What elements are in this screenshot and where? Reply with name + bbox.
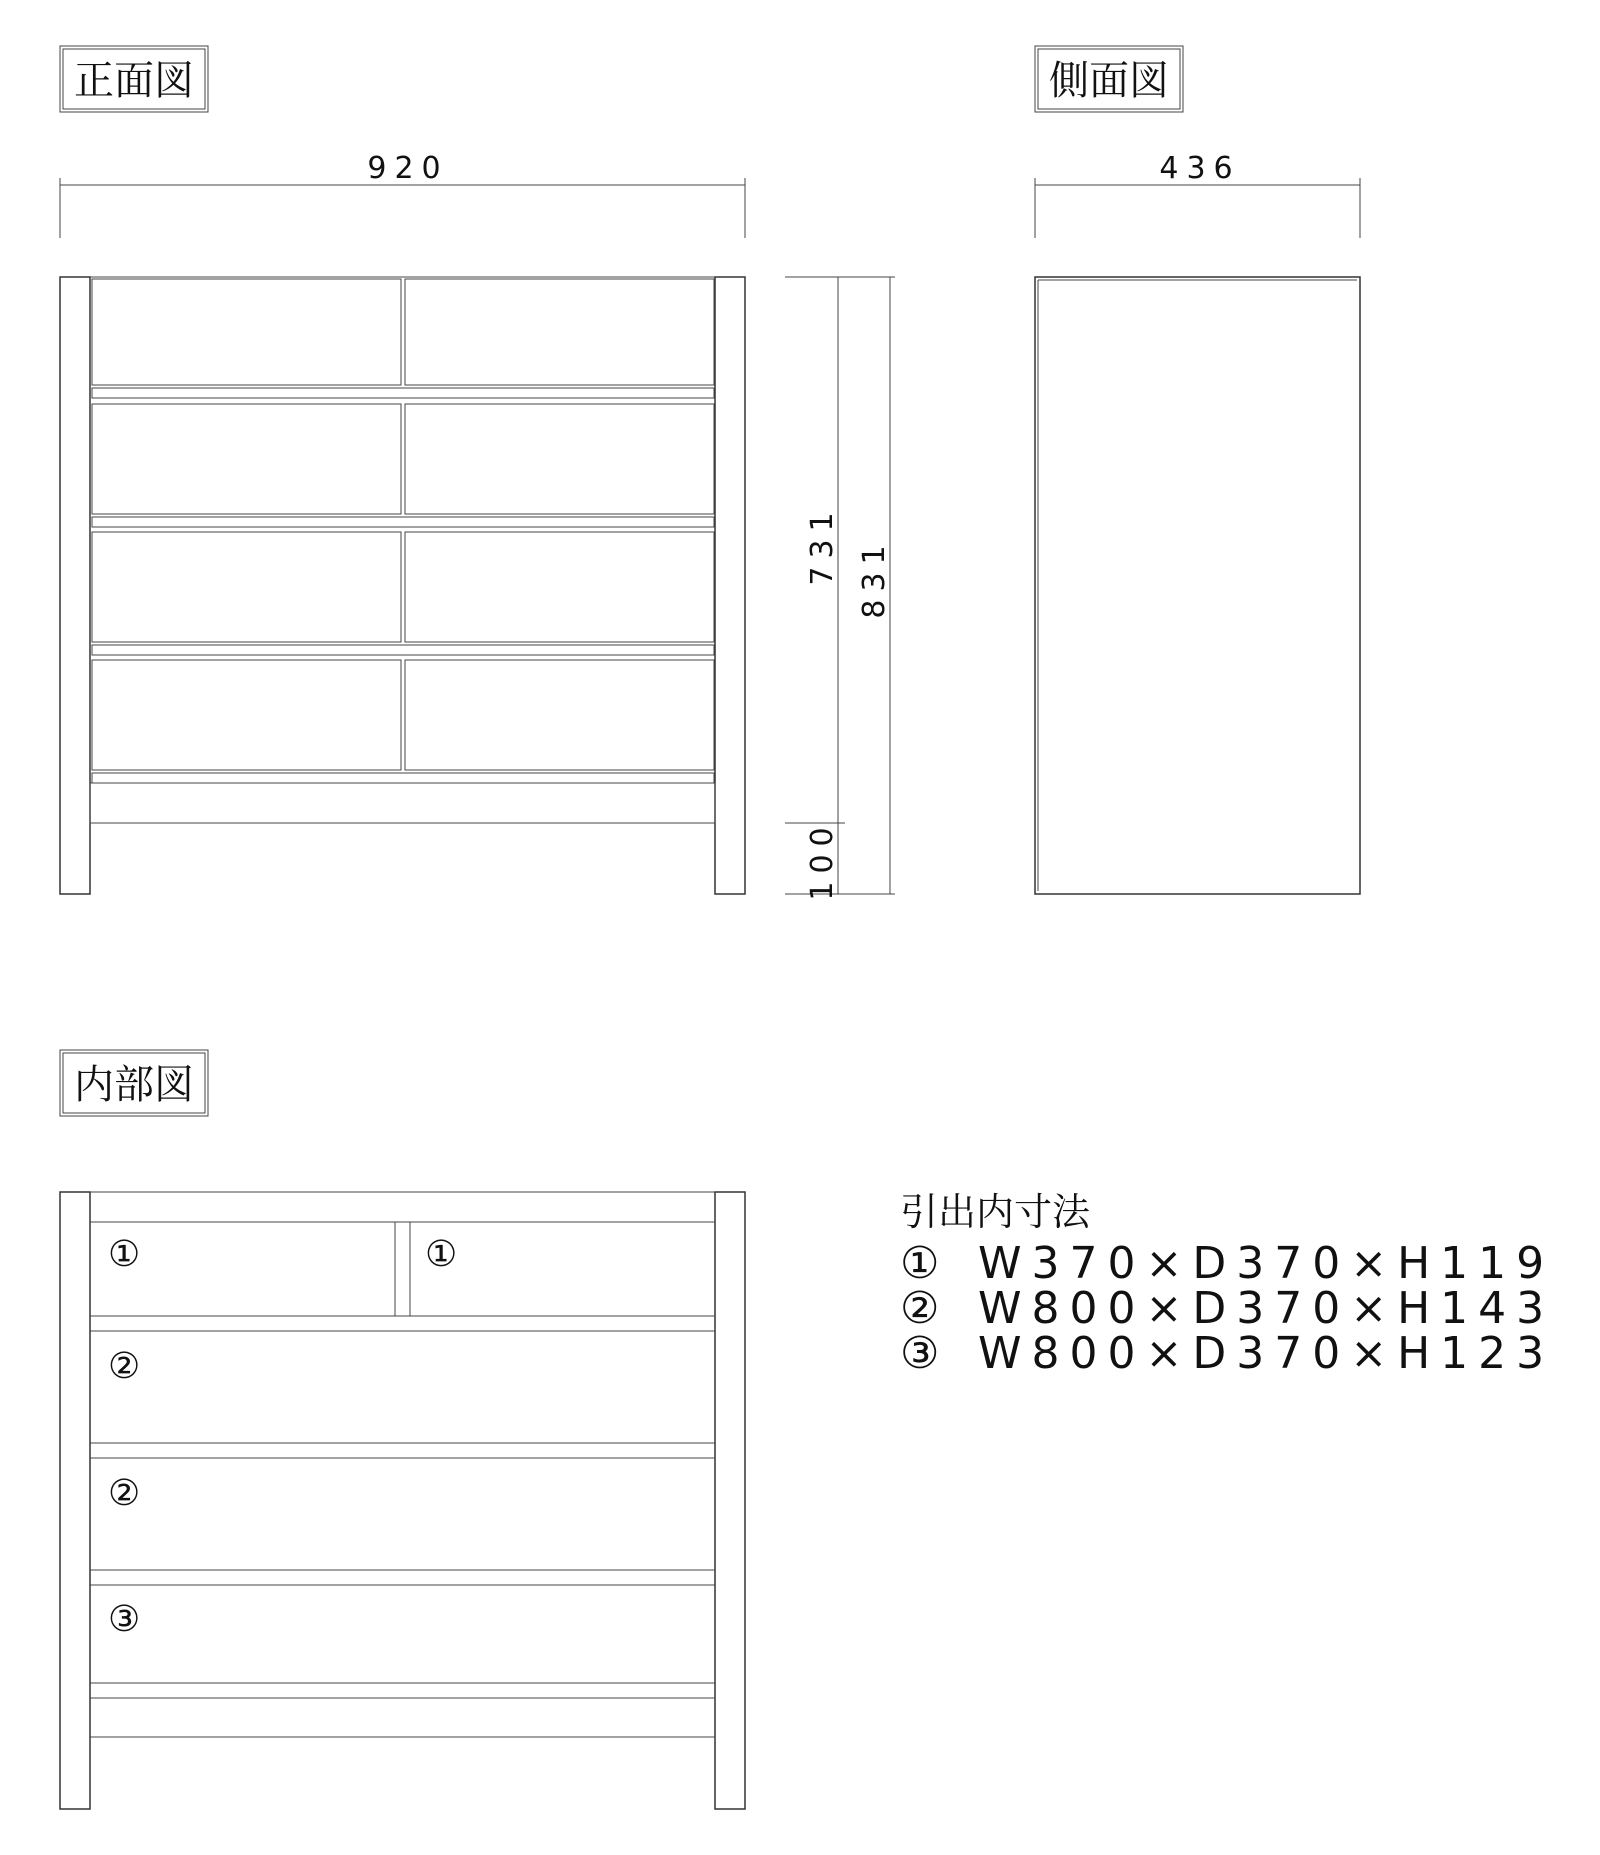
spec-marker: ①: [900, 1238, 950, 1289]
interior-marker: ③: [108, 1599, 141, 1640]
spec-marker: ③: [900, 1328, 950, 1379]
spec-marker: ②: [900, 1283, 950, 1334]
side-view: [1035, 277, 1360, 894]
specs-heading: 引出内寸法: [900, 1190, 1091, 1234]
interior-view-title-box: [60, 1050, 208, 1116]
interior-view-title: 内部図: [74, 1062, 194, 1108]
height-dimensions: [785, 277, 895, 901]
dim-831-label: 831: [857, 537, 892, 619]
front-drawer: [92, 660, 401, 770]
front-drawer: [405, 404, 714, 514]
front-drawer: [405, 532, 714, 642]
side-width-label: 436: [1159, 151, 1241, 186]
interior-right-leg: [715, 1192, 745, 1809]
front-view-title: 正面図: [74, 58, 194, 104]
front-width-label: 920: [367, 151, 449, 186]
front-width-dimension: [60, 151, 745, 238]
interior-marker: ②: [108, 1473, 141, 1514]
front-drawer: [405, 660, 714, 770]
interior-view: [60, 1192, 745, 1809]
interior-marker: ①: [425, 1234, 458, 1275]
spec-dimensions: W800×D370×H123: [978, 1328, 1555, 1379]
dim-100-label: 100: [805, 819, 840, 901]
side-view-title-box: [1035, 46, 1183, 112]
interior-marker: ②: [108, 1346, 141, 1387]
front-drawer: [92, 404, 401, 514]
front-view-title-box: [60, 46, 208, 112]
front-drawer: [405, 279, 714, 385]
side-width-dimension: [1035, 151, 1360, 238]
front-drawer: [92, 532, 401, 642]
front-bottom-rail: [90, 783, 715, 823]
drawer-specs: [900, 1190, 1554, 1379]
front-right-leg: [715, 277, 745, 894]
side-view-title: 側面図: [1049, 58, 1169, 104]
interior-marker: ①: [108, 1234, 141, 1275]
front-view: [60, 277, 745, 894]
dim-731-label: 731: [805, 504, 840, 586]
spec-dimensions: W370×D370×H119: [978, 1238, 1555, 1289]
front-drawer: [92, 279, 401, 385]
interior-left-leg: [60, 1192, 90, 1809]
front-left-leg: [60, 277, 90, 894]
spec-dimensions: W800×D370×H143: [978, 1283, 1555, 1334]
